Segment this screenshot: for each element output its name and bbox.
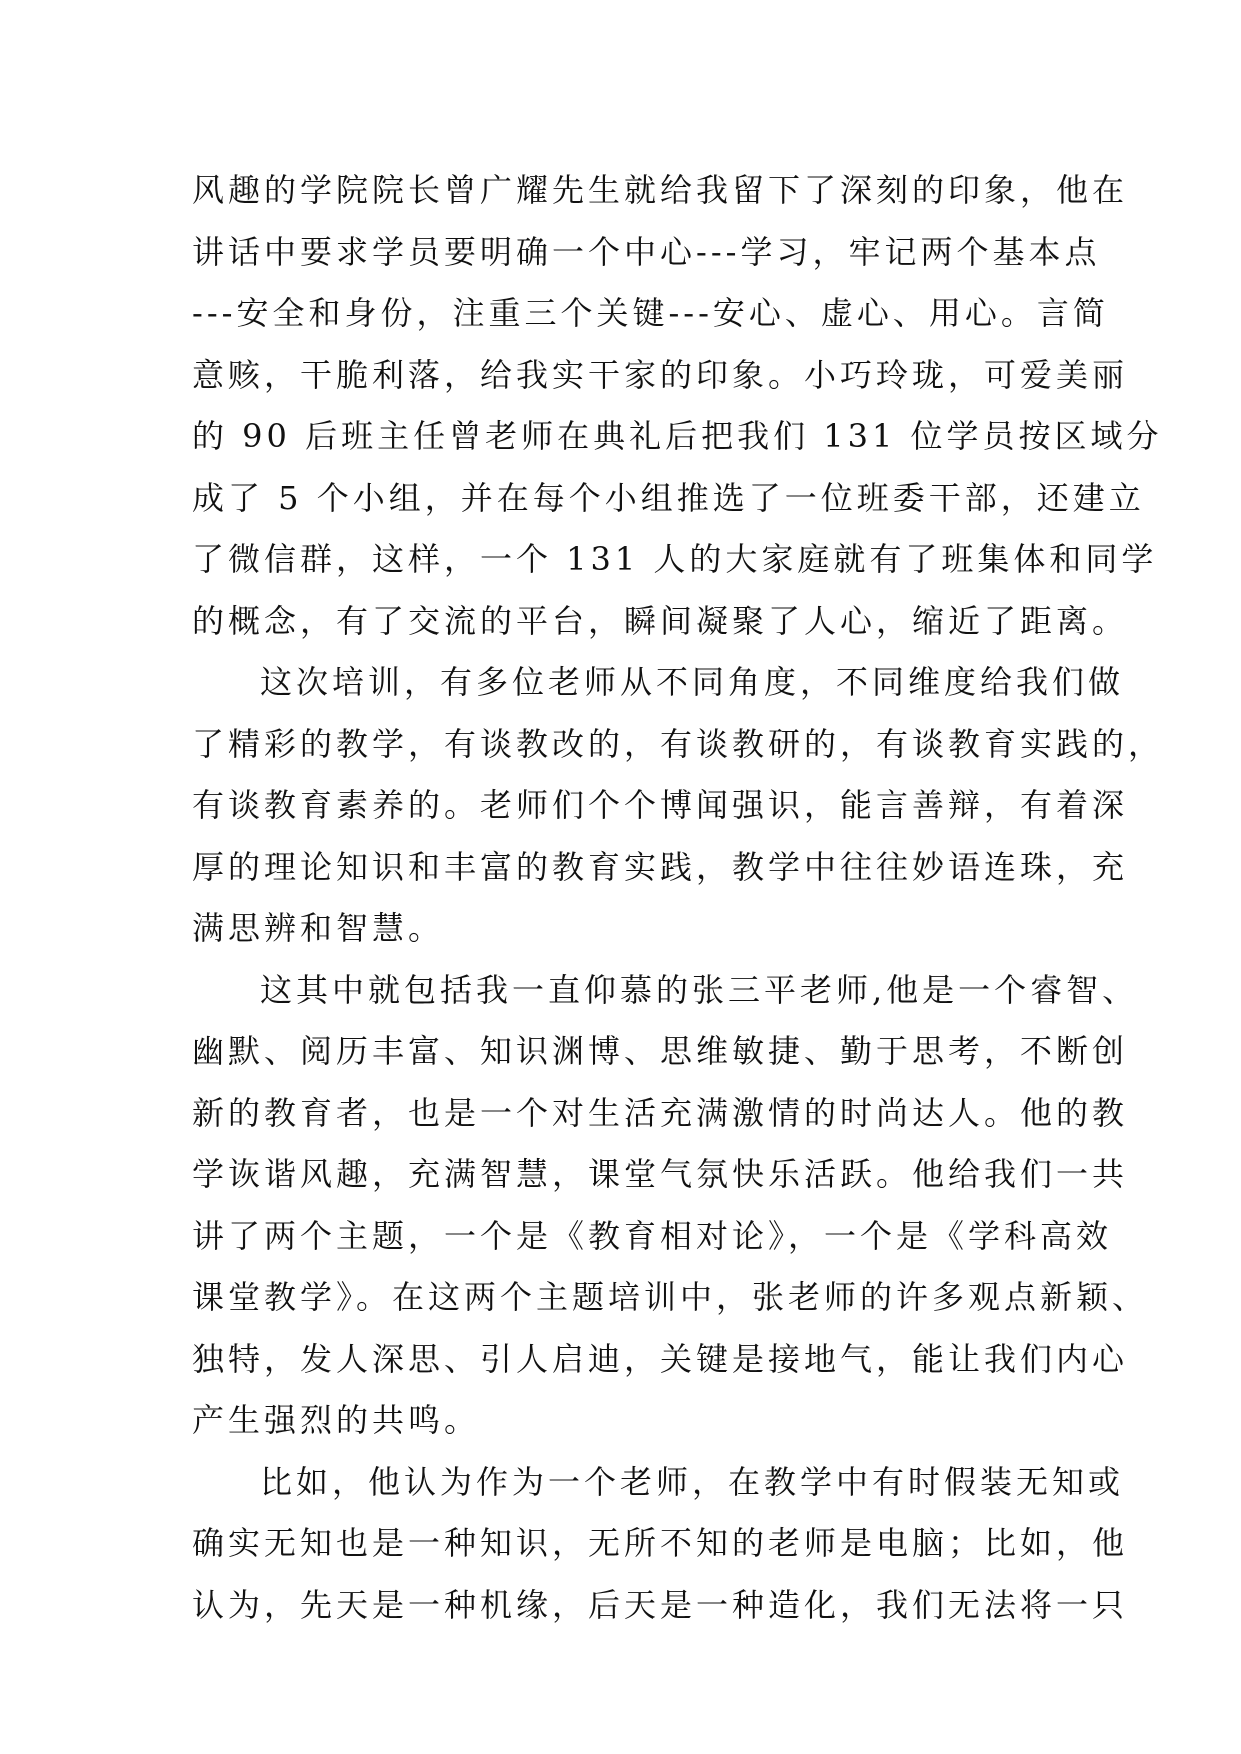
text-line: 风趣的学院院长曾广耀先生就给我留下了深刻的印象，他在 <box>192 171 1129 209</box>
paragraph-first-line: 这其中就包括我一直仰慕的张三平老师,他是一个睿智、 <box>260 970 1139 1009</box>
text-line: 独特，发人深思、引人启迪，关键是接地气，能让我们内心 <box>192 1339 1129 1378</box>
text-line: 有谈教育素养的。老师们个个博闻强识，能言善辩，有着深 <box>192 786 1129 824</box>
text-line: 新的教育者，也是一个对生活充满激情的时尚达人。他的教 <box>192 1093 1129 1132</box>
text-line: 幽默、阅历丰富、知识渊博、思维敏捷、勤于思考，不断创 <box>192 1032 1129 1070</box>
paragraph-last-line: 产生强烈的共鸣。 <box>192 1401 481 1439</box>
text-line: 意赅，干脆利落，给我实干家的印象。小巧玲珑，可爱美丽 <box>192 355 1129 394</box>
paragraph-last-line: 满思辨和智慧。 <box>192 909 445 947</box>
text-line: 认为，先天是一种机缘，后天是一种造化，我们无法将一只 <box>192 1585 1129 1624</box>
text-line: 厚的理论知识和丰富的教育实践，教学中往往妙语连珠，充 <box>192 847 1129 886</box>
text-line: 讲了两个主题，一个是《教育相对论》，一个是《学科高效 <box>192 1216 1113 1255</box>
text-line: 学诙谐风趣，充满智慧，课堂气氛快乐活跃。他给我们一共 <box>192 1155 1129 1193</box>
text-line: 课堂教学》。在这两个主题培训中，张老师的许多观点新颖、 <box>192 1278 1149 1316</box>
text-line: 讲话中要求学员要明确一个中心---学习，牢记两个基本点 <box>192 232 1101 271</box>
text-line: 成了 5 个小组，并在每个小组推选了一位班委干部，还建立 <box>192 478 1145 517</box>
text-line: 了精彩的教学，有谈教改的，有谈教研的，有谈教育实践的， <box>192 724 1165 763</box>
paragraph-first-line: 这次培训，有多位老师从不同角度，不同维度给我们做 <box>260 663 1125 701</box>
text-line: 的 90 后班主任曾老师在典礼后把我们 131 位学员按区域分 <box>192 417 1163 455</box>
text-line: 的概念，有了交流的平台，瞬间凝聚了人心，缩近了距离。 <box>192 601 1129 640</box>
text-line: ---安全和身份，注重三个关键---安心、虚心、用心。言简 <box>192 294 1109 332</box>
text-line: 确实无知也是一种知识，无所不知的老师是电脑；比如，他 <box>192 1524 1129 1562</box>
text-line: 了微信群，这样，一个 131 人的大家庭就有了班集体和同学 <box>192 540 1158 578</box>
document-body <box>192 160 1165 1636</box>
paragraph-first-line: 比如，他认为作为一个老师，在教学中有时假装无知或 <box>260 1462 1125 1501</box>
